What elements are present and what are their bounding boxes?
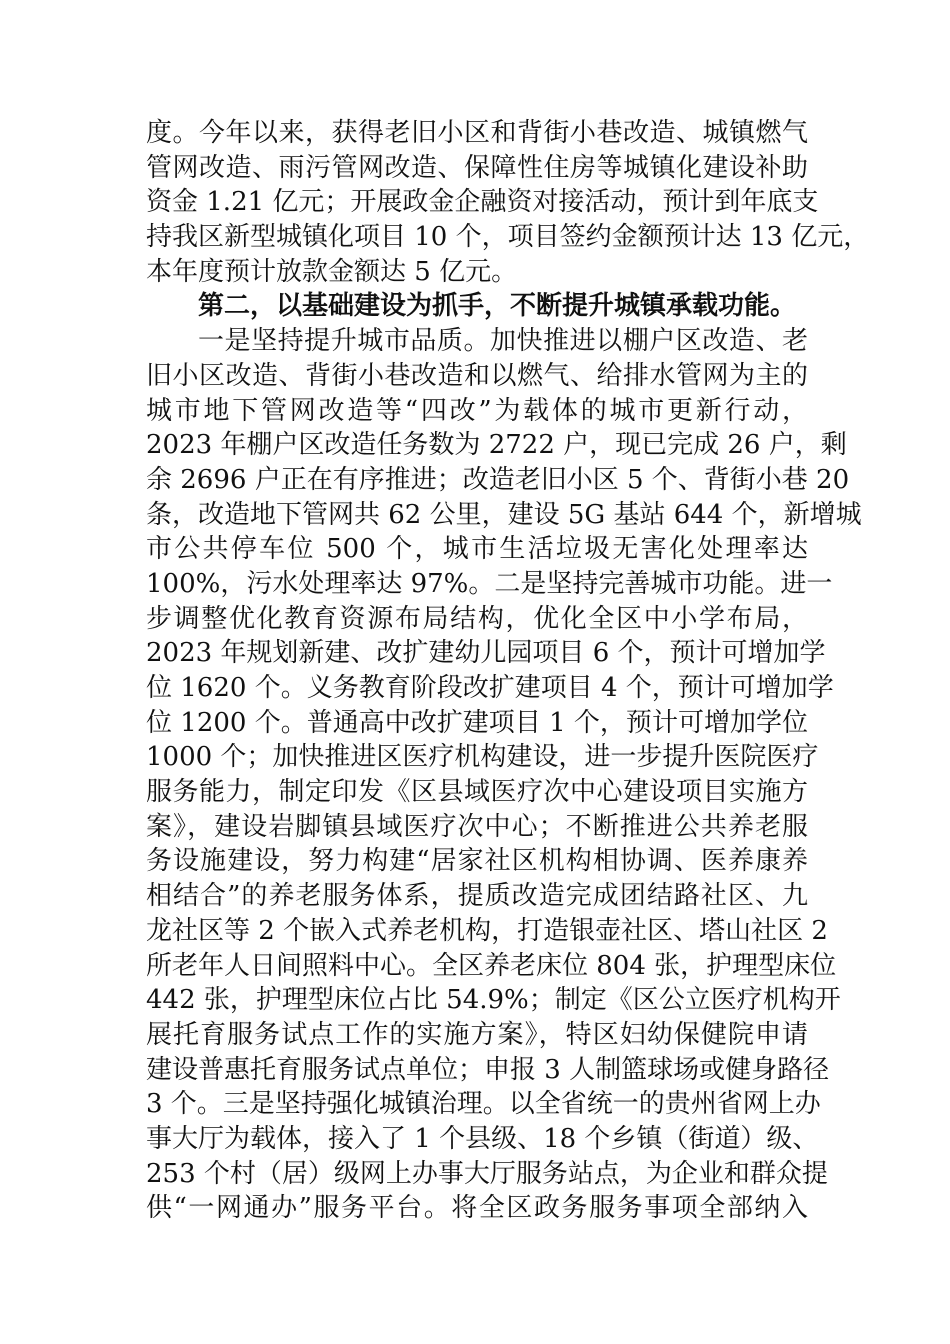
text-line: 资金 1.21 亿元；开展政金企融资对接活动，预计到年底支 — [146, 187, 819, 218]
text-line: 442 张，护理型床位占比 54.9%；制定《区公立医疗机构开 — [146, 985, 841, 1016]
document-body — [146, 116, 870, 1226]
text-line: 所老年人日间照料中心。全区养老床位 804 张，护理型床位 — [146, 950, 837, 981]
text-line: 位 1620 个。义务教育阶段改扩建项目 4 个，预计可增加学 — [146, 673, 834, 703]
text-line: 旧小区改造、背街小巷改造和以燃气、给排水管网为主的 — [146, 360, 808, 391]
text-line: 2023 年棚户区改造任务数为 2722 户，现已完成 26 户，剩 — [146, 430, 847, 461]
text-line: 展托育服务试点工作的实施方案》，特区妇幼保健院申请 — [146, 1019, 808, 1050]
text-line: 持我区新型城镇化项目 10 个，项目签约金额预计达 13 亿元， — [146, 222, 870, 253]
text-line: 余 2696 户正在有序推进；改造老旧小区 5 个、背街小巷 20 — [146, 464, 850, 495]
text-line: 相结合”的养老服务体系，提质改造完成团结路社区、九 — [146, 881, 808, 912]
text-line: 本年度预计放款金额达 5 亿元。 — [146, 256, 518, 287]
text-line: 253 个村（居）级网上办事大厅服务站点，为企业和群众提 — [146, 1158, 828, 1189]
text-line: 供“一网通办”服务平台。将全区政务服务事项全部纳入 — [146, 1193, 808, 1224]
text-line: 城市地下管网改造等“四改”为载体的城市更新行动， — [146, 395, 808, 426]
text-line: 服务能力，制定印发《区县域医疗次中心建设项目实施方 — [146, 777, 808, 808]
text-line: 2023 年规划新建、改扩建幼儿园项目 6 个，预计可增加学 — [146, 638, 826, 669]
text-line: 市公共停车位 500 个，城市生活垃圾无害化处理率达 — [146, 534, 808, 565]
text-line: 100%，污水处理率达 97%。二是坚持完善城市功能。进一 — [146, 568, 833, 599]
text-line: 管网改造、雨污管网改造、保障性住房等城镇化建设补助 — [146, 152, 808, 183]
text-line: 建设普惠托育服务试点单位；申报 3 人制篮球场或健身路径 — [146, 1054, 830, 1085]
text-line: 条，改造地下管网共 62 公里，建设 5G 基站 644 个，新增城 — [146, 499, 862, 530]
text-line: 1000 个；加快推进区医疗机构建设，进一步提升医院医疗 — [146, 742, 819, 773]
text-line: 龙社区等 2 个嵌入式养老机构，打造银壶社区、塔山社区 2 — [146, 915, 828, 946]
text-line: 度。今年以来，获得老旧小区和背街小巷改造、城镇燃气 — [146, 118, 808, 148]
text-line: 位 1200 个。普通高中改扩建项目 1 个，预计可增加学位 — [146, 707, 808, 738]
text-line: 事大厅为载体，接入了 1 个县级、18 个乡镇（街道）级、 — [146, 1123, 819, 1154]
text-line: 务设施建设，努力构建“居家社区机构相协调、医养康养 — [146, 846, 808, 877]
text-line: 3 个。三是坚持强化城镇治理。以全省统一的贵州省网上办 — [146, 1089, 821, 1120]
text-line: 案》，建设岩脚镇县域医疗次中心；不断推进公共养老服 — [146, 811, 808, 842]
text-line: 步调整优化教育资源布局结构，优化全区中小学布局， — [146, 603, 808, 634]
section-heading: 第二，以基础建设为抓手，不断提升城镇承载功能。 — [198, 291, 797, 322]
text-line: 一是坚持提升城市品质。加快推进以棚户区改造、老 — [198, 326, 808, 357]
